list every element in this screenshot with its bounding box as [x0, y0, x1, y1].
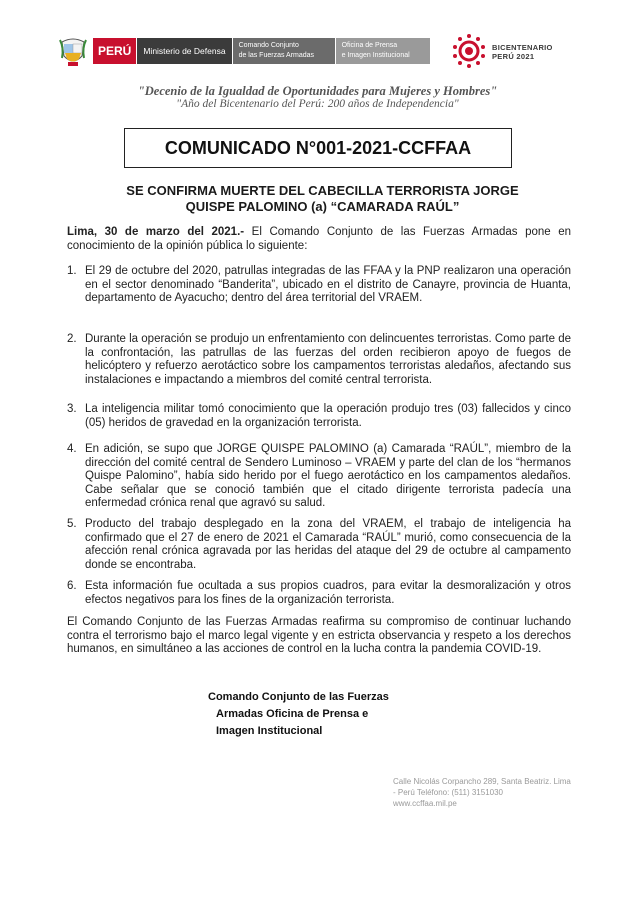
intro-text: El Comando Conjunto de las Fuerzas Armadas pone en conocimiento de la opinión pública lo siguiente: — [67, 226, 571, 252]
bicentenario-emblem-icon — [450, 32, 488, 70]
peru-label: PERÚ — [93, 38, 136, 64]
signature-block: Comando Conjunto de las Fuerzas Armadas Oficina de Prensa e Imagen Institucional — [208, 691, 389, 737]
command-label: Comando Conjunto de las Fuerzas Armadas — [232, 38, 335, 64]
press-office-label: Oficina de Prensa e Imagen Institucional — [335, 38, 430, 64]
closing-paragraph: El Comando Conjunto de las Fuerzas Armadas reafirma su compromiso de continuar luchando contra el terrorismo bajo el marco legal vigente y en estricta observancia y respeto a los derechos humanos, en simultáneo a las acciones de control en la lucha contra la pandemia COVID-19. — [67, 616, 571, 655]
document-header — [58, 30, 578, 72]
contact-address: Calle Nicolás Corpancho 289, Santa Beatriz. Lima - Perú Teléfono: (511) 3151030 www.ccffaa.mil.pe — [393, 777, 571, 808]
year-slogan: "Año del Bicentenario del Perú: 200 años de Independencia" — [176, 98, 459, 110]
bicentenario-logo — [450, 32, 570, 70]
list-item: 3. La inteligencia militar tomó conocimiento que la operación produjo tres (03) fallecidos y cinco (05) heridos de gravedad en la organización terrorista. — [67, 403, 571, 429]
list-item: 6. Esta información fue ocultada a sus propios cuadros, para evitar la desmoralización y otros efectos negativos para los fines de la organización terrorista. — [67, 580, 571, 606]
ministry-label: Ministerio de Defensa — [136, 38, 231, 64]
intro-paragraph — [67, 226, 571, 253]
headline: SE CONFIRMA MUERTE DEL CABECILLA TERRORISTA JORGE QUISPE PALOMINO (a) “CAMARADA RAÚL” — [126, 183, 519, 214]
bicentenario-title: BICENTENARIO — [492, 43, 553, 52]
date-lead: Lima, 30 de marzo del 2021.- — [67, 226, 245, 238]
government-brand-bar — [93, 38, 430, 64]
list-item: 2. Durante la operación se produjo un enfrentamiento con delincuentes terroristas. Como parte de la confrontación, las patrullas de las fuerzas del orden recibieron apoyo de fuegos de helicóptero y refuerzo aerotáctico sobre los campamentos terroristas aledaños, afectando sus instalaciones e impactando a miembros del comité central terrorista. — [67, 333, 571, 386]
coat-of-arms-icon — [58, 34, 88, 68]
list-item: 4. En adición, se supo que JORGE QUISPE PALOMINO (a) Camarada “RAÚL”, miembro de la dirección del comité central de Sendero Luminoso – VRAEM y parte del clan de los “hermanos Quispe Palomino”, había sido herido por el fuego aerotáctico en los campamentos aledaños. Cabe señalar que se conoció también que el citado dirigente terrorista padecía una enfermedad crónica renal que agravó su salud. — [67, 443, 571, 509]
list-item: 1. El 29 de octubre del 2020, patrullas integradas de las FFAA y la PNP realizaron una operación en el sector denominado “Banderita”, ubicado en el distrito de Canayre, provincia de Huanta, departamento de Ayacucho; dentro del área territorial del VRAEM. — [67, 265, 571, 304]
decenio-slogan: "Decenio de la Igualdad de Oportunidades para Mujeres y Hombres" — [137, 84, 498, 98]
bicentenario-subtitle: PERÚ 2021 — [492, 52, 535, 61]
list-item: 5. Producto del trabajo desplegado en la zona del VRAEM, el trabajo de inteligencia ha confirmado que el 27 de enero de 2021 el Camarada “RAÚL” murió, como consecuencia de la afección renal crónica agravada por las heridas del ataque del 29 de octubre al campamento donde se encontraba. — [67, 518, 571, 571]
website-link[interactable]: www.ccffaa.mil.pe — [393, 799, 457, 808]
communique-title: COMUNICADO N°001-2021-CCFFAA — [124, 128, 512, 168]
